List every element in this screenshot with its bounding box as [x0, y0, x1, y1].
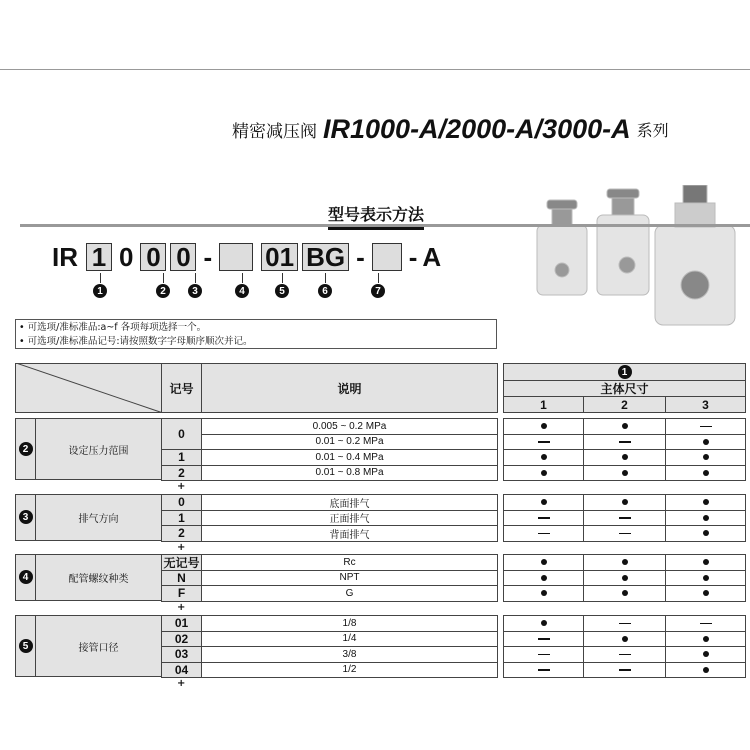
option-desc: 3/8 [201, 646, 498, 663]
unavailable-dash [619, 441, 631, 443]
available-dot [541, 454, 547, 460]
notes-box [15, 319, 497, 349]
code-box-pressure: 0 [140, 243, 166, 271]
availability-cell [665, 662, 746, 679]
availability-cell [665, 646, 746, 663]
available-dot [703, 667, 709, 673]
model-code [52, 242, 441, 272]
unavailable-dash [619, 623, 631, 625]
available-dot [703, 530, 709, 536]
available-dot [703, 651, 709, 657]
available-dot [541, 470, 547, 476]
header-desc: 说明 [201, 363, 498, 413]
availability-cell [503, 449, 584, 466]
callout-line [195, 273, 196, 283]
callout-badge: 1 [93, 284, 107, 298]
unavailable-dash [700, 426, 712, 428]
availability-cell [583, 525, 666, 542]
availability-cell [583, 449, 666, 466]
availability-cell [503, 585, 584, 602]
header-group: 主体尺寸 [503, 380, 746, 397]
group-badge: 1 [618, 365, 632, 379]
availability-cell [503, 570, 584, 587]
code-box-thread [219, 243, 253, 271]
unavailable-dash [538, 533, 550, 535]
section-label: 配管螺纹种类 [35, 554, 162, 601]
availability-cell [503, 510, 584, 527]
page-title [232, 114, 669, 145]
option-code: 2 [161, 465, 202, 482]
title-cn: 精密减压阀 [232, 122, 317, 142]
callout-badge: 6 [318, 284, 332, 298]
code-dash: - [408, 241, 418, 272]
code-box-option: BG [302, 243, 349, 271]
availability-cell [665, 570, 746, 587]
section-number [15, 615, 36, 677]
option-code: 0 [161, 418, 202, 450]
option-desc: 背面排气 [201, 525, 498, 542]
option-desc: NPT [201, 570, 498, 587]
available-dot [622, 423, 628, 429]
option-code: 0 [161, 494, 202, 511]
option-code: 04 [161, 662, 202, 679]
section-badge: 4 [19, 570, 33, 584]
option-desc: 0.01 ~ 0.8 MPa [201, 465, 498, 482]
option-desc: 1/4 [201, 631, 498, 648]
availability-cell [583, 631, 666, 648]
availability-cell [503, 615, 584, 632]
available-dot [703, 575, 709, 581]
section-heading: 型号表示方法 [328, 202, 424, 230]
code-fixed: 0 [119, 241, 134, 272]
available-dot [703, 454, 709, 460]
availability-cell [583, 570, 666, 587]
title-model: IR1000-A/2000-A/3000-A [323, 114, 631, 144]
availability-cell [665, 631, 746, 648]
availability-cell [503, 525, 584, 542]
unavailable-dash [700, 623, 712, 625]
header-size: 1 [503, 396, 584, 413]
unavailable-dash [538, 654, 550, 656]
available-dot [703, 470, 709, 476]
unavailable-dash [538, 517, 550, 519]
availability-cell [503, 662, 584, 679]
plus-sign: + [177, 678, 186, 689]
section-badge: 5 [19, 639, 33, 653]
callout-badge: 7 [371, 284, 385, 298]
top-divider [0, 69, 750, 70]
available-dot [541, 499, 547, 505]
title-series: 系列 [636, 121, 669, 140]
header-code: 记号 [161, 363, 202, 413]
section-badge: 3 [19, 510, 33, 524]
plus-sign: + [177, 481, 186, 492]
callout-line [163, 273, 164, 283]
availability-cell [583, 510, 666, 527]
note: • 可选项/准标准品:a~f 各项每项选择一个。 [19, 322, 207, 333]
availability-cell [665, 465, 746, 482]
note: • 可选项/准标准品记号:请按照数字字母顺序顺次并记。 [19, 336, 253, 347]
section-number [15, 554, 36, 601]
availability-cell [503, 465, 584, 482]
available-dot [622, 590, 628, 596]
section-label: 接管口径 [35, 615, 162, 677]
availability-cell [583, 585, 666, 602]
option-code: 1 [161, 449, 202, 466]
section-badge: 2 [19, 442, 33, 456]
diagonal-line [16, 363, 161, 413]
option-code: F [161, 585, 202, 602]
option-code: 2 [161, 525, 202, 542]
availability-cell [665, 615, 746, 632]
unavailable-dash [619, 517, 631, 519]
availability-cell [503, 418, 584, 435]
availability-cell [583, 662, 666, 679]
availability-cell [583, 554, 666, 571]
availability-cell [583, 615, 666, 632]
code-box-port: 01 [261, 243, 298, 271]
availability-cell [665, 525, 746, 542]
availability-cell [665, 585, 746, 602]
callout-badge: 4 [235, 284, 249, 298]
code-box-size: 1 [86, 243, 112, 271]
available-dot [622, 559, 628, 565]
callout-line [242, 273, 243, 283]
unavailable-dash [538, 638, 550, 640]
section-number [15, 494, 36, 541]
unavailable-dash [619, 654, 631, 656]
unavailable-dash [619, 669, 631, 671]
available-dot [541, 590, 547, 596]
header-size: 3 [665, 396, 746, 413]
header-group-num [503, 363, 746, 381]
available-dot [703, 499, 709, 505]
heading-rule [20, 224, 750, 227]
availability-cell [503, 494, 584, 511]
available-dot [622, 636, 628, 642]
section-label: 排气方向 [35, 494, 162, 541]
header-corner [15, 363, 162, 413]
option-desc: 1/8 [201, 615, 498, 632]
callout-line [325, 273, 326, 283]
available-dot [622, 499, 628, 505]
callout-line [282, 273, 283, 283]
option-desc: 0.01 ~ 0.4 MPa [201, 449, 498, 466]
callout-line [378, 273, 379, 283]
availability-cell [583, 494, 666, 511]
section-number [15, 418, 36, 480]
available-dot [541, 423, 547, 429]
code-dash: - [203, 241, 213, 272]
callout-badge: 2 [156, 284, 170, 298]
available-dot [703, 590, 709, 596]
available-dot [622, 454, 628, 460]
available-dot [622, 575, 628, 581]
availability-cell [665, 418, 746, 435]
code-box-suffix [372, 243, 402, 271]
option-desc: 正面排气 [201, 510, 498, 527]
availability-cell [583, 646, 666, 663]
availability-cell [665, 510, 746, 527]
availability-cell [665, 434, 746, 451]
unavailable-dash [538, 669, 550, 671]
availability-cell [583, 418, 666, 435]
option-desc: 0.005 ~ 0.2 MPa [201, 418, 498, 435]
callout-line [100, 273, 101, 283]
callout-badge: 5 [275, 284, 289, 298]
plus-sign: + [177, 601, 186, 613]
code-end: A [422, 241, 442, 272]
availability-cell [503, 554, 584, 571]
available-dot [703, 636, 709, 642]
available-dot [622, 470, 628, 476]
plus-sign: + [177, 541, 186, 553]
option-code: 1 [161, 510, 202, 527]
available-dot [703, 559, 709, 565]
available-dot [541, 575, 547, 581]
availability-cell [665, 449, 746, 466]
available-dot [703, 439, 709, 445]
option-code: 02 [161, 631, 202, 648]
unavailable-dash [538, 441, 550, 443]
availability-cell [583, 434, 666, 451]
option-desc: 底面排气 [201, 494, 498, 511]
availability-cell [503, 646, 584, 663]
code-dash: - [356, 241, 365, 272]
available-dot [703, 515, 709, 521]
option-code: 无记号 [161, 554, 202, 571]
availability-cell [583, 465, 666, 482]
availability-cell [503, 631, 584, 648]
option-desc: Rc [201, 554, 498, 571]
section-label: 设定压力范围 [35, 418, 162, 480]
option-desc: G [201, 585, 498, 602]
option-code: 01 [161, 615, 202, 632]
option-code: 03 [161, 646, 202, 663]
availability-cell [665, 494, 746, 511]
availability-cell [665, 554, 746, 571]
option-code: N [161, 570, 202, 587]
option-desc: 0.01 ~ 0.2 MPa [201, 434, 498, 451]
callout-badge: 3 [188, 284, 202, 298]
available-dot [541, 620, 547, 626]
available-dot [541, 559, 547, 565]
code-prefix: IR [52, 241, 78, 272]
availability-cell [503, 434, 584, 451]
header-size: 2 [583, 396, 666, 413]
product-image [515, 185, 745, 335]
code-box-exhaust: 0 [170, 243, 196, 271]
unavailable-dash [619, 533, 631, 535]
option-desc: 1/2 [201, 662, 498, 679]
